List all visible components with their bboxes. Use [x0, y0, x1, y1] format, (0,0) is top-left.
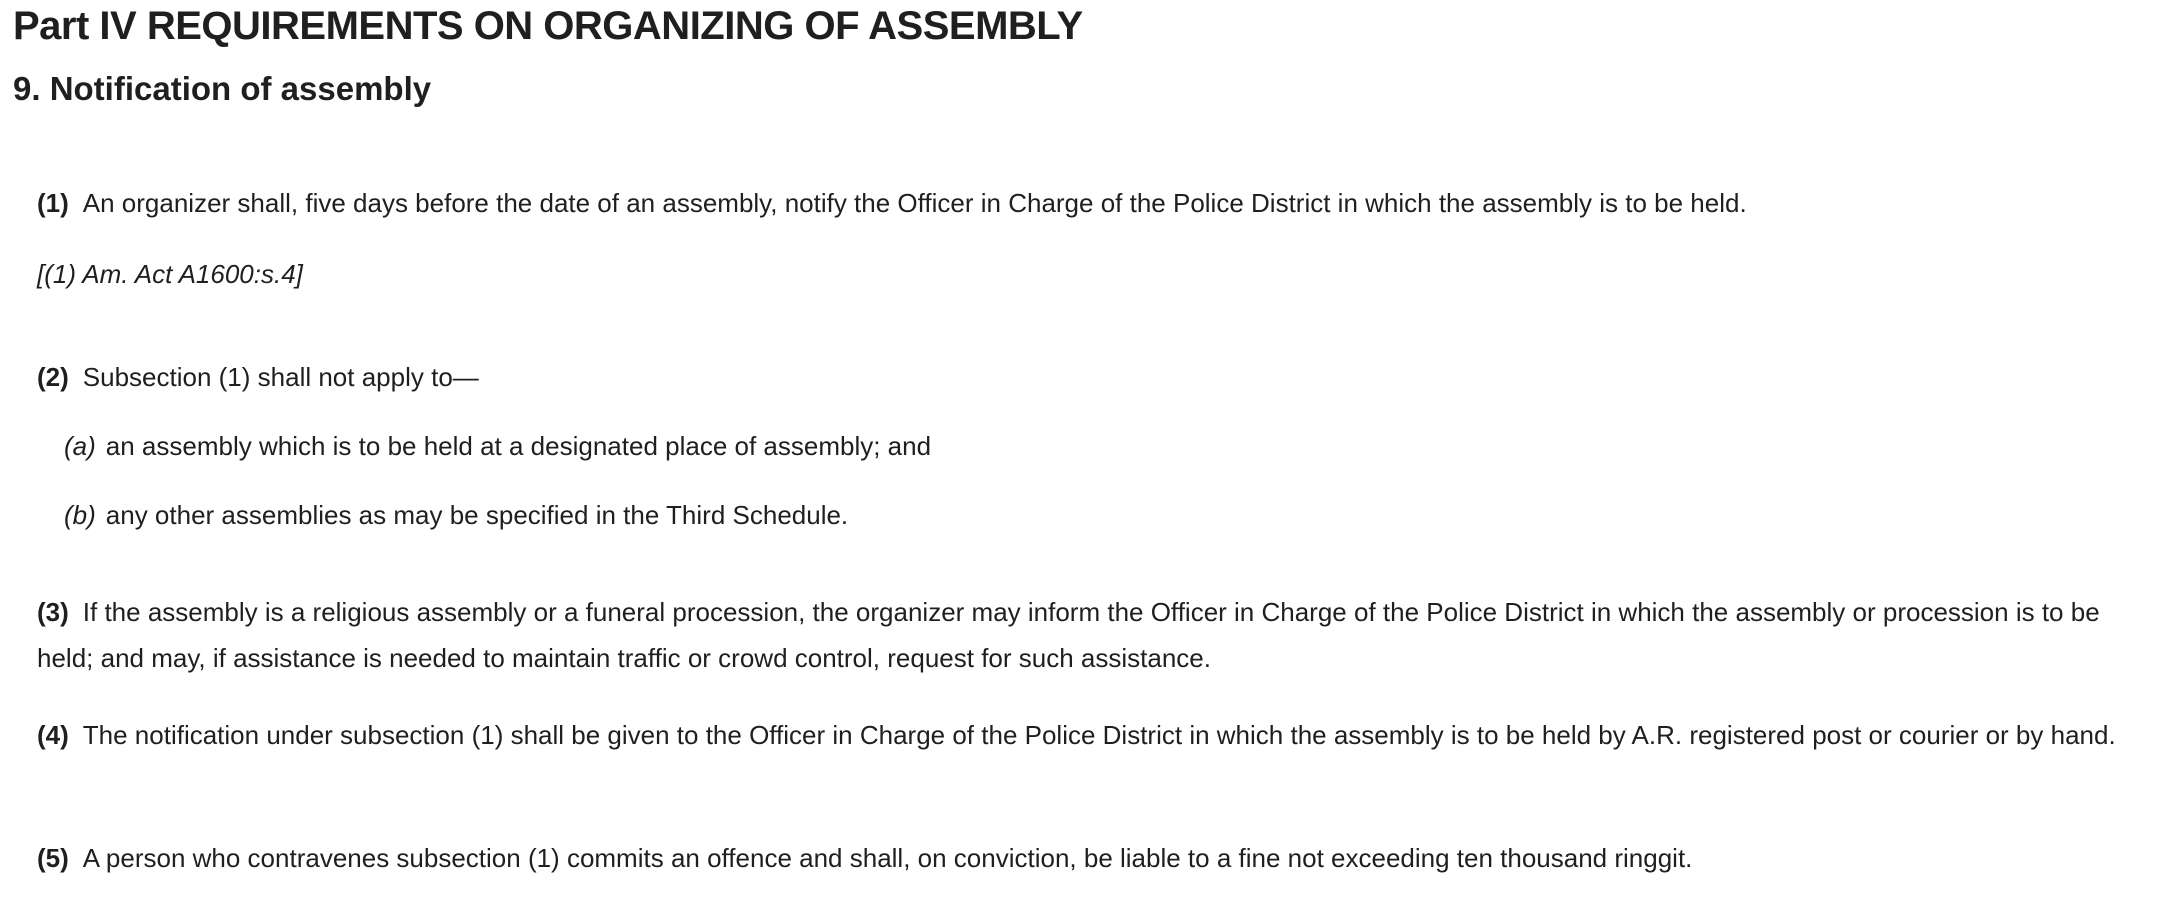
- subsection-text: If the assembly is a religious assembly or a funeral procession, the organizer may inform the Officer in Charge of the Police District in which the assembly or procession is to be held; and may, if assistance is needed to maintain traffic or crowd control, request for such assistance.: [37, 597, 2100, 673]
- subsection-3: [37, 589, 2147, 681]
- paragraph-text: any other assemblies as may be specified in the Third Schedule.: [105, 500, 849, 530]
- subsection-text: Subsection (1) shall not apply to—: [82, 362, 479, 392]
- paragraph-text: an assembly which is to be held at a designated place of assembly; and: [105, 431, 932, 461]
- subsection-1: [37, 180, 2147, 226]
- section-heading: 9. Notification of assembly: [13, 70, 432, 107]
- paragraph-letter: (a): [64, 431, 96, 461]
- amendment-note: [(1) Am. Act A1600:s.4]: [37, 259, 303, 289]
- paragraph-letter: (b): [64, 500, 96, 530]
- subsection-4: [37, 712, 2147, 758]
- subsection-number: (5): [37, 843, 69, 873]
- subsection-text: An organizer shall, five days before the date of an assembly, notify the Officer in Charge of the Police District in which the assembly is to be held.: [82, 188, 1747, 218]
- subsection-2: [37, 354, 2147, 400]
- subsection-number: (4): [37, 720, 69, 750]
- subsection-5: [37, 835, 2147, 881]
- paragraph-a: [64, 426, 931, 466]
- part-heading: Part IV REQUIREMENTS ON ORGANIZING OF ASSEMBLY: [13, 4, 1083, 48]
- subsection-number: (2): [37, 362, 69, 392]
- subsection-text: A person who contravenes subsection (1) commits an offence and shall, on conviction, be liable to a fine not exceeding ten thousand ringgit.: [82, 843, 1693, 873]
- subsection-text: The notification under subsection (1) shall be given to the Officer in Charge of the Police District in which the assembly is to be held by A.R. registered post or courier or by hand.: [82, 720, 2116, 750]
- paragraph-b: [64, 495, 848, 535]
- subsection-number: (3): [37, 597, 69, 627]
- subsection-number: (1): [37, 188, 69, 218]
